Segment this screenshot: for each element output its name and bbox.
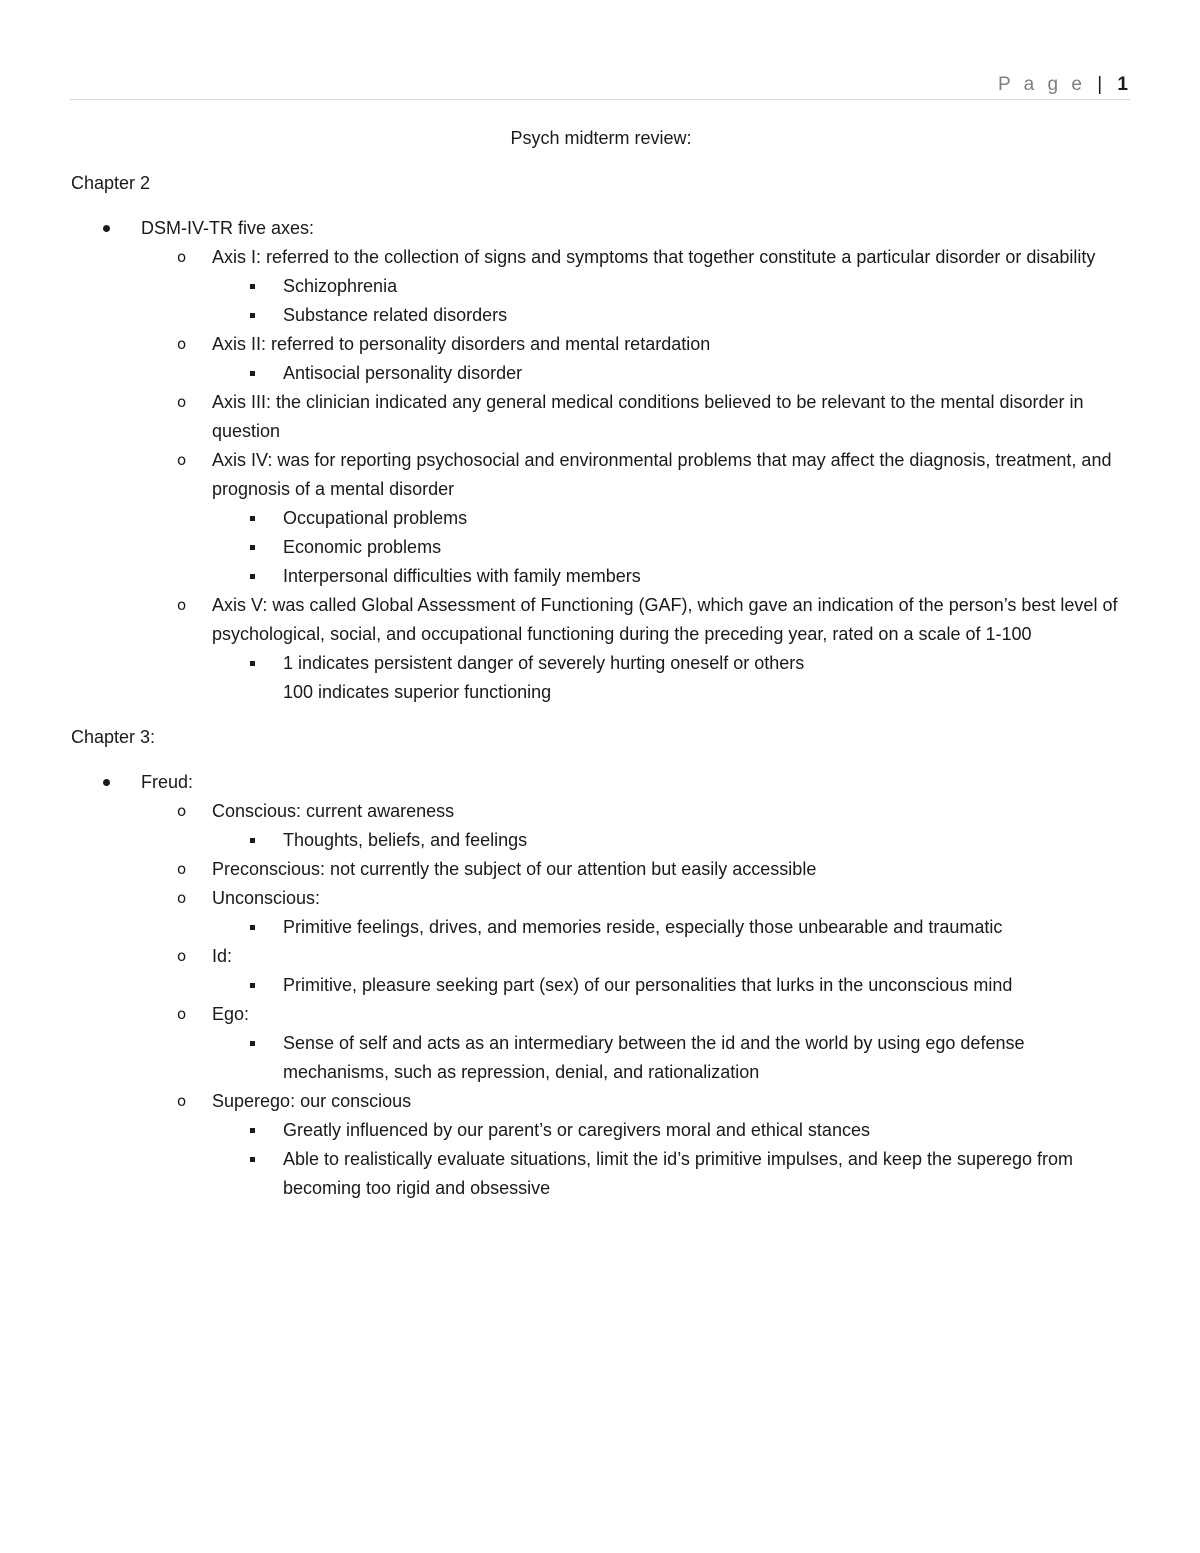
list-item-text: Antisocial personality disorder xyxy=(283,363,523,383)
list-item xyxy=(212,1116,1131,1145)
square-bullet-icon xyxy=(250,504,255,521)
circle-bullet-icon: o xyxy=(177,860,187,878)
page-separator: | xyxy=(1097,74,1103,95)
ego-sublist xyxy=(212,1029,1131,1087)
circle-bullet-icon: o xyxy=(177,802,187,820)
square-bullet-icon xyxy=(250,359,255,376)
square-bullet-icon xyxy=(250,1145,255,1162)
axis-5-text: Axis V: was called Global Assessment of Functioning (GAF), which gave an indication of the person’s best level of psychological, social, and occupational functioning during the preceding year, rated on a scale of 1-100 xyxy=(212,595,1118,644)
list-item xyxy=(212,562,1131,591)
axis-4-sublist xyxy=(212,504,1131,591)
list-item xyxy=(212,826,1131,855)
circle-bullet-icon: o xyxy=(177,393,187,411)
bullet-icon xyxy=(103,768,110,786)
header-rule xyxy=(70,99,1130,100)
axis-4-text: Axis IV: was for reporting psychosocial and environmental problems that may affect the diagnosis, treatment, and prognosis of a mental disorder xyxy=(212,450,1112,499)
list-item xyxy=(212,1029,1131,1087)
circle-bullet-icon: o xyxy=(177,1092,187,1110)
id-sublist xyxy=(212,971,1131,1000)
circle-bullet-icon: o xyxy=(177,596,187,614)
square-bullet-icon xyxy=(250,301,255,318)
list-item xyxy=(212,504,1131,533)
preconscious-item xyxy=(141,855,1131,884)
list-item-text: Greatly influenced by our parent’s or caregivers moral and ethical stances xyxy=(283,1120,870,1140)
list-item xyxy=(212,971,1131,1000)
list-item-text: Sense of self and acts as an intermediary between the id and the world by using ego defense mechanisms, such as repression, denial, and rationalization xyxy=(283,1033,1025,1082)
axis-2-text: Axis II: referred to personality disorders and mental retardation xyxy=(212,334,711,354)
axis-5-item xyxy=(141,591,1131,707)
list-item-text: Primitive, pleasure seeking part (sex) of our personalities that lurks in the unconscious mind xyxy=(283,975,1013,995)
circle-bullet-icon: o xyxy=(177,248,187,266)
list-item xyxy=(212,649,1131,707)
conscious-sublist xyxy=(212,826,1131,855)
circle-bullet-icon: o xyxy=(177,451,187,469)
bullet-icon xyxy=(103,214,110,232)
freud-heading: Freud: xyxy=(141,772,194,792)
list-item-text: Primitive feelings, drives, and memories reside, especially those unbearable and traumatic xyxy=(283,917,1003,937)
superego-sublist xyxy=(212,1116,1131,1203)
axis-2-sublist xyxy=(212,359,1131,388)
axis-1-sublist xyxy=(212,272,1131,330)
list-item-text: Economic problems xyxy=(283,537,442,557)
axis-1-item xyxy=(141,243,1131,330)
document-title: Psych midterm review: xyxy=(510,128,692,148)
unconscious-item xyxy=(141,884,1131,942)
list-item-text: Occupational problems xyxy=(283,508,468,528)
axis-3-item xyxy=(141,388,1131,446)
square-bullet-icon xyxy=(250,649,255,666)
square-bullet-icon xyxy=(250,826,255,843)
gaf-line-2: 100 indicates superior functioning xyxy=(283,682,552,702)
unconscious-sublist xyxy=(212,913,1131,942)
page-number: 1 xyxy=(1117,74,1128,95)
list-item-text: Substance related disorders xyxy=(283,305,508,325)
square-bullet-icon xyxy=(250,913,255,930)
square-bullet-icon xyxy=(250,971,255,988)
list-item xyxy=(212,359,1131,388)
conscious-text: Conscious: current awareness xyxy=(212,801,455,821)
freud-topics-list xyxy=(141,797,1131,1203)
list-item-freud xyxy=(71,768,1131,1203)
square-bullet-icon xyxy=(250,272,255,289)
square-bullet-icon xyxy=(250,533,255,550)
list-item xyxy=(212,1145,1131,1203)
document-body xyxy=(71,124,1131,1203)
chapter-3-list xyxy=(71,768,1131,1203)
page-label: P a g e xyxy=(998,74,1086,95)
unconscious-text: Unconscious: xyxy=(212,888,321,908)
axis-3-text: Axis III: the clinician indicated any general medical conditions believed to be relevant to the mental disorder in question xyxy=(212,392,1084,441)
list-item xyxy=(212,301,1131,330)
id-item xyxy=(141,942,1131,1000)
list-item-dsm xyxy=(71,214,1131,707)
chapter-2-list xyxy=(71,214,1131,707)
square-bullet-icon xyxy=(250,1116,255,1133)
list-item xyxy=(212,913,1131,942)
chapter-3-heading: Chapter 3: xyxy=(71,727,156,747)
axes-list xyxy=(141,243,1131,707)
circle-bullet-icon: o xyxy=(177,889,187,907)
preconscious-text: Preconscious: not currently the subject of our attention but easily accessible xyxy=(212,859,817,879)
superego-item xyxy=(141,1087,1131,1203)
gaf-line-1: 1 indicates persistent danger of severely hurting oneself or others xyxy=(283,653,805,673)
superego-text: Superego: our conscious xyxy=(212,1091,412,1111)
list-item-text: Schizophrenia xyxy=(283,276,398,296)
axis-4-item xyxy=(141,446,1131,591)
axis-5-sublist xyxy=(212,649,1131,707)
list-item xyxy=(212,533,1131,562)
list-item-text: Thoughts, beliefs, and feelings xyxy=(283,830,528,850)
list-item xyxy=(212,272,1131,301)
circle-bullet-icon: o xyxy=(177,1005,187,1023)
dsm-heading: DSM-IV-TR five axes: xyxy=(141,218,315,238)
ego-text: Ego: xyxy=(212,1004,250,1024)
id-text: Id: xyxy=(212,946,233,966)
axis-1-text: Axis I: referred to the collection of signs and symptoms that together constitute a particular disorder or disability xyxy=(212,247,1096,267)
conscious-item xyxy=(141,797,1131,855)
chapter-2-heading: Chapter 2 xyxy=(71,173,151,193)
list-item-text: Able to realistically evaluate situations, limit the id’s primitive impulses, and keep the superego from becoming too rigid and obsessive xyxy=(283,1149,1074,1198)
ego-item xyxy=(141,1000,1131,1087)
square-bullet-icon xyxy=(250,562,255,579)
axis-2-item xyxy=(141,330,1131,388)
list-item-text: Interpersonal difficulties with family members xyxy=(283,566,641,586)
circle-bullet-icon: o xyxy=(177,335,187,353)
page-header xyxy=(998,74,1128,96)
square-bullet-icon xyxy=(250,1029,255,1046)
circle-bullet-icon: o xyxy=(177,947,187,965)
